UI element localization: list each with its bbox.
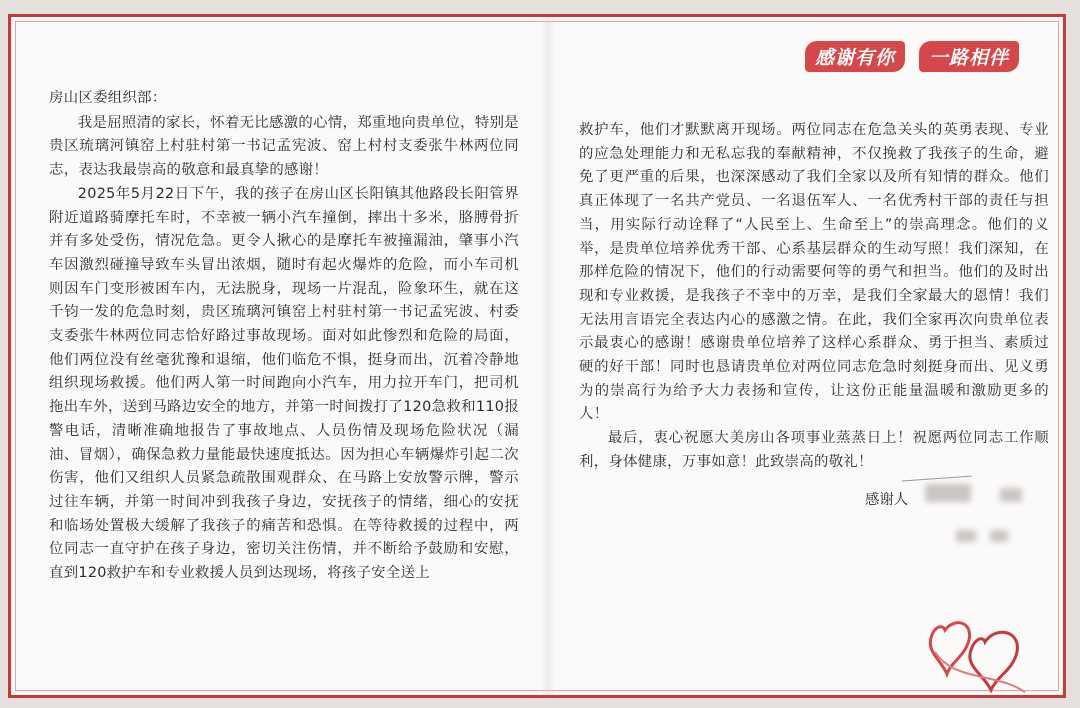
redacted-name bbox=[925, 484, 971, 502]
letter-paragraph: 2025年5月22日下午，我的孩子在房山区长阳镇其他路段长阳管界附近道路骑摩托车时，不幸被一辆小汽车撞倒，摔出十多米，胳膊骨折并有多处受伤，情况危急。更令人揪心的是摩托车被撞漏油，肇事小汽车因激烈碰撞导致车头冒出浓烟，随时有起火爆炸的危险，而小车司机则因车门变形被困车内，无法脱身，现场一片混乱，险象环生，就在这千钧一发的危急时刻，贵区琉璃河镇窑上村驻村第一书记孟宪波、村委支委张牛林两位同志恰好路过事故现场。面对如此惨烈和危险的局面，他们两位没有丝毫犹豫和退缩，他们临危不惧，挺身而出，沉着冷静地组织现场救援。他们两人第一时间跑向小汽车，用力拉开车门，把司机拖出车外，送到马路边安全的地方，并第一时间拨打了120急救和110报警电话，清晰准确地报告了事故地点、人员伤情及现场危险状况（漏油、冒烟），确保急救力量能最快速度抵达。因为担心车辆爆炸引起二次伤害，他们又组织人员紧急疏散围观群众、在马路上安放警示牌，警示过往车辆，并第一时间冲到我孩子身边，安抚孩子的情绪，细心的安抚和临场处置极大缓解了我孩子的痛苦和恐惧。在等待救援的过程中，两位同志一直守护在孩子身边，密切关注伤情，并不断给予鼓励和安慰，直到120救护车和专业救援人员到达现场，将孩子安全送上 bbox=[49, 185, 519, 582]
thank-you-card bbox=[8, 14, 1066, 698]
redacted-date bbox=[956, 530, 976, 542]
ribbon-hearts-icon bbox=[925, 612, 1035, 697]
redacted-name bbox=[1000, 488, 1022, 502]
letter-right-page bbox=[579, 119, 1049, 475]
redacted-date bbox=[990, 530, 1008, 542]
card-fold bbox=[541, 17, 555, 695]
letter-paragraph: 我是屈照清的家长，怀着无比感激的心情，郑重地向贵单位，特别是贵区琉璃河镇窑上村驻村第一书记孟宪波、窑上村村支委张牛林两位同志，表达我最崇高的敬意和最真挚的感谢！ bbox=[49, 114, 519, 179]
letter-paragraph: 最后，衷心祝愿大美房山各项事业蒸蒸日上！祝愿两位同志工作顺利，身体健康，万事如意！此致崇高的敬礼！ bbox=[579, 430, 1049, 470]
card-banner bbox=[805, 41, 1019, 72]
banner-phrase: 一路相伴 bbox=[919, 41, 1019, 72]
letter-paragraph: 救护车，他们才默默离开现场。两位同志在危急关头的英勇表现、专业的应急处理能力和无私忘我的奉献精神，不仅挽救了我孩子的生命，避免了更严重的后果，也深深感动了我们全家以及所有知情的群众。他们真正体现了一名共产党员、一名退伍军人、一名优秀村干部的责任与担当，用实际行动诠释了“人民至上、生命至上”的崇高理念。他们的义举，是贵单位培养优秀干部、心系基层群众的生动写照！我们深知，在那样危险的情况下，他们的行动需要何等的勇气和担当。他们的及时出现和专业救援，是我孩子不幸中的万幸，是我们全家最大的恩情！我们无法用言语完全表达内心的感激之情。在此，我们全家再次向贵单位表示最衷心的感谢！感谢贵单位培养了这样心系群众、勇于担当、素质过硬的好干部！同时也恳请贵单位对两位同志危急时刻挺身而出、见义勇为的崇高行为给予大力表扬和宣传，让这份正能量温暖和激励更多的人！ bbox=[579, 122, 1049, 423]
signature-label: 感谢人 bbox=[865, 492, 909, 508]
letter-greeting: 房山区委组织部： bbox=[49, 90, 167, 106]
letter-left-page bbox=[49, 87, 519, 586]
banner-phrase: 感谢有你 bbox=[805, 41, 905, 72]
signature-block bbox=[865, 488, 908, 509]
